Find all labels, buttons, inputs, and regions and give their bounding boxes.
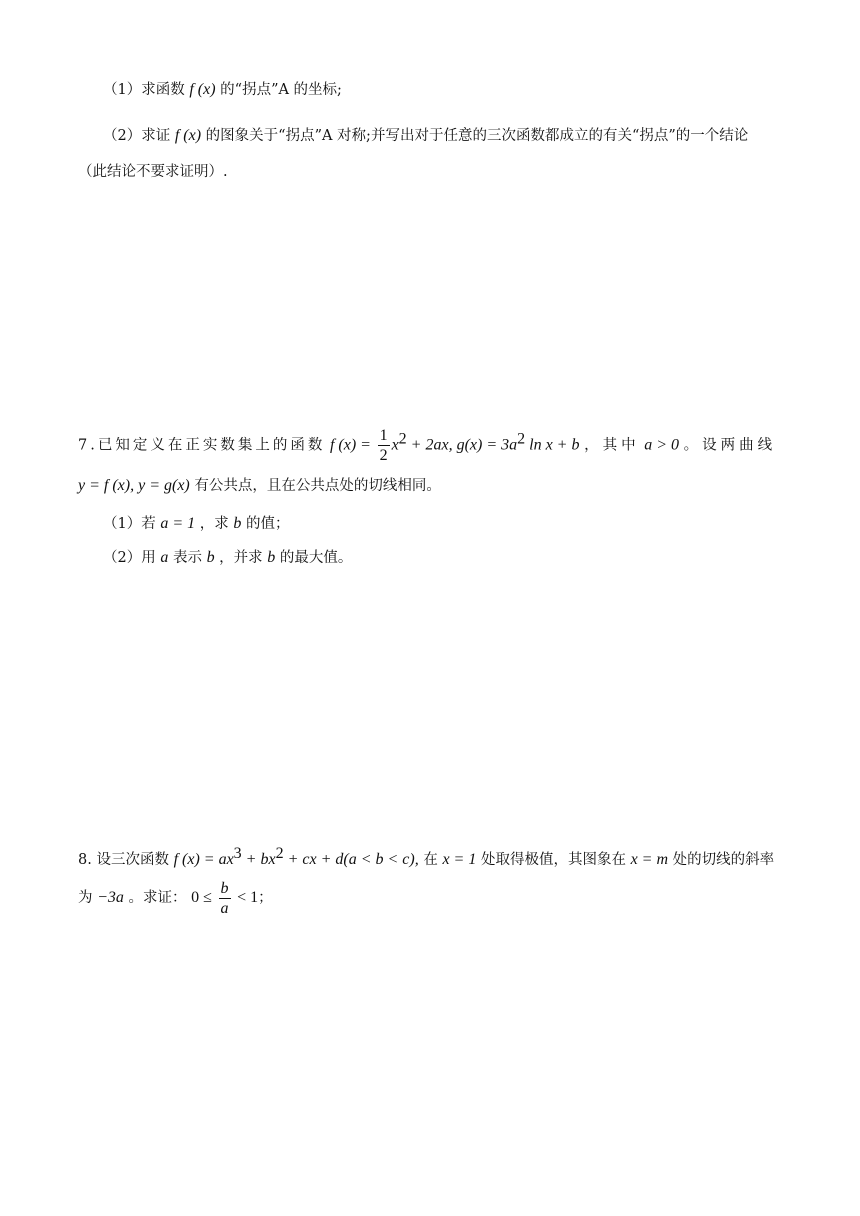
p8-exp3: 3 xyxy=(233,845,242,863)
p7-sub2-mid: 表示 xyxy=(172,550,202,566)
p7-tail: 。设两曲线 xyxy=(683,437,777,454)
p8-line2-prefix: 为 xyxy=(78,890,93,906)
p8-lead: 8. 设三次函数 xyxy=(78,852,169,868)
p8-at: 在 xyxy=(423,852,438,868)
problem-7-sub2 xyxy=(103,548,352,568)
p8-x-eq-m: x = m xyxy=(630,851,669,868)
q6-1-fx: f (x) xyxy=(189,81,216,98)
p7-cond: a > 0 xyxy=(644,436,679,454)
p8-ineq-right: < 1 xyxy=(237,889,259,906)
p7-mid: ，其中 xyxy=(584,437,640,454)
problem-7-line2 xyxy=(78,476,441,496)
p7-lead: 7.已知定义在正实数集上的函数 xyxy=(78,437,326,454)
p7-frac-num: 1 xyxy=(379,427,388,444)
p7-g-tail: ln x + b xyxy=(525,436,580,454)
p7-sub1-cond: a = 1 xyxy=(160,515,196,532)
q6-2-cont: （此结论不要求证明）. xyxy=(78,164,228,180)
problem-7-line1 xyxy=(78,426,776,465)
p7-sub1-suffix: 的值； xyxy=(245,516,290,532)
p7-sub2-a: a xyxy=(160,549,169,566)
problem-8-line2 xyxy=(78,878,273,918)
p8-rest: + cx + d(a < b < c), xyxy=(283,851,419,868)
p7-sub1-var: b xyxy=(233,515,242,532)
p8-tail: 处的切线的斜率 xyxy=(672,852,775,868)
p8-bx: + bx xyxy=(241,851,276,868)
question-6-1 xyxy=(103,80,342,100)
p7-sub2-b: b xyxy=(206,549,215,566)
p7-curves: y = f (x), y = g(x) xyxy=(78,477,190,494)
p8-func: f (x) = ax xyxy=(173,851,234,868)
p8-line2-mid: 。求证： xyxy=(128,890,187,906)
p8-mid: 处取得极值，其图象在 xyxy=(480,852,626,868)
p7-sub2-b2: b xyxy=(267,549,276,566)
p7-g-exp: 2 xyxy=(517,430,526,448)
question-6-2-continuation xyxy=(78,162,228,182)
p7-sub1-prefix: （1）若 xyxy=(103,516,156,532)
p7-sub2-suffix: 的最大值。 xyxy=(279,550,353,566)
q6-2-prefix: （2）求证 xyxy=(103,128,171,144)
p8-fraction xyxy=(219,879,231,918)
q6-2-suffix: 的图象关于“拐点”A 对称;并写出对于任意的三次函数都成立的有关“拐点”的一个结论 xyxy=(205,128,749,144)
q6-1-suffix: 的“拐点”A 的坐标; xyxy=(220,82,342,98)
p8-neg3a: −3a xyxy=(97,889,124,906)
p8-frac-num: b xyxy=(220,879,229,897)
q6-2-fx: f (x) xyxy=(174,127,202,144)
question-6-2 xyxy=(103,126,748,146)
p7-sub2-prefix: （2）用 xyxy=(103,550,156,566)
p8-ineq-left: 0 ≤ xyxy=(191,889,212,906)
p8-end: ； xyxy=(258,890,273,906)
problem-7-sub1 xyxy=(103,514,289,534)
problem-8-line1 xyxy=(78,845,775,870)
p7-f-lhs: f (x) = xyxy=(329,436,371,454)
p7-sub2-mid2: ，并求 xyxy=(219,550,263,566)
p7-line2: 有公共点，且在公共点处的切线相同。 xyxy=(194,478,441,494)
p7-fraction xyxy=(378,426,390,465)
p8-exp2: 2 xyxy=(275,845,284,863)
p7-f-x: x xyxy=(391,436,399,454)
p7-sub1-mid: ，求 xyxy=(199,516,229,532)
q6-1-prefix: （1）求函数 xyxy=(103,82,185,98)
p8-x-eq-1: x = 1 xyxy=(442,851,477,868)
p7-f-exp: 2 xyxy=(398,430,407,448)
p8-frac-den: a xyxy=(220,899,229,917)
p7-f-tail: + 2ax, g(x) = 3a xyxy=(406,436,518,454)
p7-frac-den: 2 xyxy=(379,447,388,464)
